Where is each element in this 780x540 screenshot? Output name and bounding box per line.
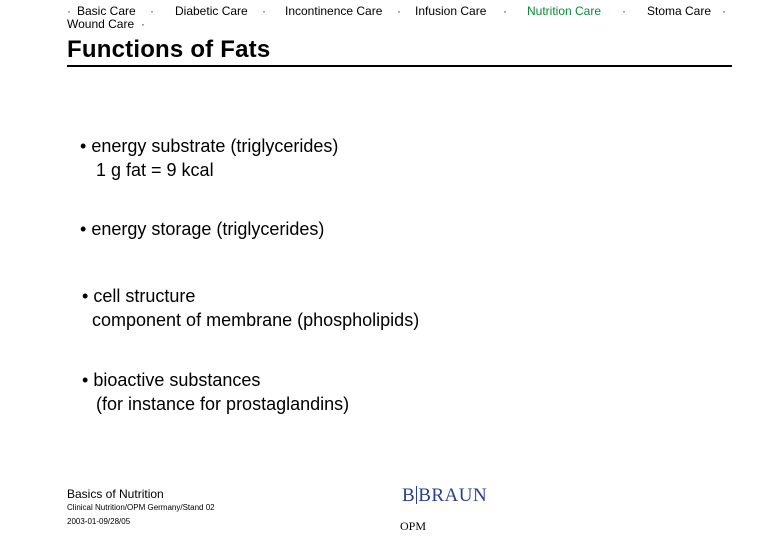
bullet-cell-structure — [82, 284, 419, 332]
bullet-energy-substrate — [80, 134, 338, 182]
nav-item-wound-care[interactable]: Wound Care — [67, 17, 135, 31]
bullet-heading: bioactive substances — [93, 370, 261, 390]
bullet-bioactive-substances — [82, 368, 349, 416]
nav-separator: · — [622, 4, 626, 18]
nav-separator: · — [67, 4, 71, 18]
nav-separator: · — [141, 17, 145, 31]
nav-item-stoma-care[interactable]: Stoma Care — [647, 4, 712, 18]
bullet-sub: component of membrane (phospholipids) — [92, 310, 420, 330]
nav-separator: · — [150, 4, 154, 18]
nav-item-basic-care[interactable]: Basic Care — [77, 4, 136, 18]
title-rule — [67, 65, 732, 67]
nav-separator: · — [262, 4, 266, 18]
bullet-sub: 1 g fat = 9 kcal — [96, 160, 214, 180]
bullet-heading: energy substrate (triglycerides) — [91, 136, 339, 156]
nav-separator: · — [503, 4, 507, 18]
nav-separator: · — [722, 4, 726, 18]
bullet-marker: • — [80, 136, 87, 156]
nav-item-diabetic-care[interactable]: Diabetic Care — [175, 4, 248, 18]
bullet-marker: • — [82, 370, 89, 390]
logo-left: B — [402, 485, 416, 506]
bullet-heading: cell structure — [93, 286, 196, 306]
bbraun-logo — [402, 485, 487, 507]
logo-right: BRAUN — [418, 485, 488, 506]
bullet-marker: • — [80, 219, 87, 239]
nav-item-incontinence-care[interactable]: Incontinence Care — [285, 4, 383, 18]
nav-separator: · — [397, 4, 401, 18]
opm-label: OPM — [400, 519, 427, 533]
page-title: Functions of Fats — [67, 36, 271, 63]
bullet-heading: energy storage (triglycerides) — [91, 219, 325, 239]
footer-title: Basics of Nutrition — [67, 487, 164, 501]
nav-item-nutrition-care[interactable]: Nutrition Care — [527, 4, 602, 18]
bullet-energy-storage — [80, 217, 324, 241]
bullet-marker: • — [82, 286, 89, 306]
footer-date: 2003-01-09/28/05 — [67, 517, 131, 526]
footer-source: Clinical Nutrition/OPM Germany/Stand 02 — [67, 503, 215, 512]
bullet-sub: (for instance for prostaglandins) — [96, 394, 350, 414]
nav-item-infusion-care[interactable]: Infusion Care — [415, 4, 487, 18]
